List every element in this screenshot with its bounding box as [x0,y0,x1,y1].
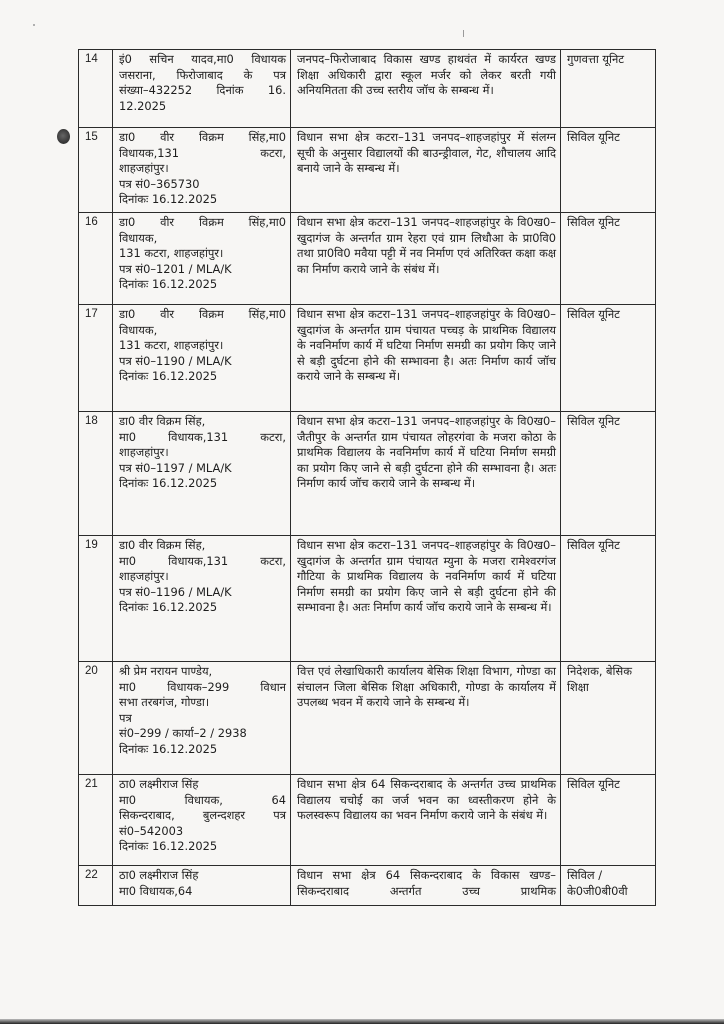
sender-cell [113,50,291,128]
scan-speck [463,30,464,37]
table-row [79,775,656,866]
table-row [79,50,656,128]
subject-cell: विधान सभा क्षेत्र 64 सिकन्दराबाद के विकास खण्ड–सिकन्दराबाद अन्तर्गत उच्च प्राथमिक [291,866,561,906]
serial-number: 21 [79,775,113,866]
scan-speck [33,24,35,26]
sender-cell [113,128,291,213]
table-row [79,662,656,775]
sender-line: मा0 विधायक, 64 [119,792,286,807]
subject-cell: विधान सभा क्षेत्र कटरा–131 जनपद–शाहजहांपुर में संलग्न सूची के अनुसार विद्यालयों की बाउन्ड्रीवाल, गेट, शौचालय आदि बनाये जाने के सम्बन्ध में। [291,128,561,213]
sender-line: दिनांकः 16.12.2025 [119,369,218,384]
sender-line: 12.2025 [119,98,167,113]
subject-cell: विधान सभा क्षेत्र कटरा–131 जनपद–शाहजहांपुर के वि0ख0–खुदागंज के अन्तर्गत ग्राम रेहरा एवं ग्राम लिधौआ के प्रा0वि0 तथा प्रा0वि0 मवैया पट्टी में नव निर्माण एवं अतिरिक्त कक्षा कक्ष का निर्माण कराये जाने के संबंध में। [291,213,561,305]
sender-line: डा0 वीर विक्रम सिंह,मा0 [119,130,286,144]
sender-line: मा0 विधायक–299 विधान [119,679,286,694]
unit-cell: सिविल / के0जी0बी0वी [561,866,656,906]
serial-number: 17 [79,305,113,412]
sender-line: डा0 वीर विक्रम सिंह,मा0 [119,307,286,321]
sender-line: सं0–542003 [119,823,184,838]
sender-line: दिनांकः 16.12.2025 [119,192,218,207]
sender-line: संख्या–432252 दिनांक 16. [119,83,286,98]
sender-line: डा0 वीर विक्रम सिंह, [119,414,206,428]
sender-line: दिनांकः 16.12.2025 [119,600,218,615]
unit-cell: सिविल यूनिट [561,775,656,866]
serial-number: 14 [79,50,113,128]
sender-line: मा0 विधायक,131 कटरा, [119,429,286,444]
sender-line: पत्र सं0–1196 / MLA/K [119,584,232,599]
sender-line: डा0 वीर विक्रम सिंह,मा0 [119,215,286,229]
sender-line: 131 कटरा, शाहजहांपुर। [119,246,224,261]
sender-line: इं0 सचिन यादव,मा0 विधायक [119,52,286,66]
sender-line: विधायक,131 कटरा, [119,145,286,160]
subject-cell: विधान सभा क्षेत्र कटरा–131 जनपद–शाहजहांपुर के वि0ख0–खुदागंज के अन्तर्गत ग्राम पंचायत म्युना के मजरा रामेश्वरगंज गौटिया के प्राथमिक विद्यालय के नवनिर्माण कार्य में घटिया निर्माण समग्री का प्रयोग किए जाने से बड़ी दुर्घटना होने की सम्भावना है। अतः निर्माण कार्य जॉच कराये जाने के सम्बन्ध में। [291,536,561,662]
sender-line: दिनांकः 16.12.2025 [119,839,218,854]
table-row [79,536,656,662]
subject-cell: वित्त एवं लेखाधिकारी कार्यालय बेसिक शिक्षा विभाग, गोण्डा का संचालन जिला बेसिक शिक्षा अधिकारी, गोण्डा के कार्यालय में उपलब्ध भवन में कराये जाने के सम्बन्ध में। [291,662,561,775]
sender-line: जसराना, फिरोजाबाद के पत्र [119,67,286,82]
serial-number: 15 [79,128,113,213]
sender-cell [113,412,291,536]
serial-number: 19 [79,536,113,662]
sender-line: पत्र [119,710,132,725]
unit-cell: सिविल यूनिट [561,128,656,213]
serial-number: 16 [79,213,113,305]
sender-line: ठा0 लक्ष्मीराज सिंह [119,868,199,882]
sender-line: पत्र सं0–1190 / MLA/K [119,353,232,368]
table-row [79,128,656,213]
unit-cell: निदेशक, बेसिक शिक्षा [561,662,656,775]
sender-line: शाहजहांपुर। [119,569,169,584]
sender-cell [113,866,291,906]
sender-line: विधायक, [119,322,158,337]
unit-cell: सिविल यूनिट [561,305,656,412]
sender-line: मा0 विधायक,64 [119,883,193,898]
unit-cell: गुणवत्ता यूनिट [561,50,656,128]
scan-bottom-edge [0,1019,724,1024]
sender-line: विधायक, [119,230,158,245]
unit-cell: सिविल यूनिट [561,213,656,305]
sender-cell [113,662,291,775]
subject-cell: जनपद–फिरोजाबाद विकास खण्ड हाथवंत में कार्यरत खण्ड शिक्षा अधिकारी द्वारा स्कूल मर्जर को लेकर बरती गयी अनियमितता की उच्च स्तरीय जॉच के सम्बन्ध में। [291,50,561,128]
sender-cell [113,213,291,305]
table-row [79,866,656,906]
sender-line: दिनांकः 16.12.2025 [119,741,218,756]
punch-hole [57,129,70,144]
sender-line: शाहजहांपुर। [119,161,169,176]
sender-cell [113,305,291,412]
sender-line: ठा0 लक्ष्मीराज सिंह [119,777,199,791]
sender-cell [113,536,291,662]
sender-line: डा0 वीर विक्रम सिंह, [119,538,206,552]
unit-cell: सिविल यूनिट [561,412,656,536]
sender-line: सं0–299 / कार्या–2 / 2938 [119,726,247,741]
table-row [79,305,656,412]
sender-line: पत्र सं0–365730 [119,176,200,191]
serial-number: 18 [79,412,113,536]
serial-number: 22 [79,866,113,906]
sender-line: सभा तरबगंज, गोण्डा। [119,695,210,710]
sender-line: दिनांकः 16.12.2025 [119,476,218,491]
sender-line: शाहजहांपुर। [119,445,169,460]
sender-line: 131 कटरा, शाहजहांपुर। [119,338,224,353]
subject-cell: विधान सभा क्षेत्र 64 सिकन्दराबाद के अन्तर्गत उच्च प्राथमिक विद्यालय चचोई का जर्ज भवन का ध्वस्तीकरण होने के फलस्वरूप विद्यालय का भवन निर्माण कराये जाने के संबंध में। [291,775,561,866]
table-row [79,412,656,536]
sender-line: दिनांकः 16.12.2025 [119,277,218,292]
sender-line: पत्र सं0–1197 / MLA/K [119,460,232,475]
serial-number: 20 [79,662,113,775]
sender-line: सिकन्दराबाद, बुलन्दशहर पत्र [119,808,286,823]
table-row [79,213,656,305]
subject-cell: विधान सभा क्षेत्र कटरा–131 जनपद–शाहजहांपुर के वि0ख0–जैतीपुर के अन्तर्गत ग्राम पंचायत लोहरगंवा के मजरा कोठा के प्राथमिक विद्यालय के नवनिर्माण कार्य में घटिया निर्माण समग्री का प्रयोग किए जाने से बड़ी दुर्घटना होने की सम्भावना है। अतः निर्माण कार्य जॉच कराये जाने के सम्बन्ध में। [291,412,561,536]
letters-table [78,49,656,906]
subject-cell: विधान सभा क्षेत्र कटरा–131 जनपद–शाहजहांपुर के वि0ख0–खुदागंज के अन्तर्गत ग्राम पंचायत पच्चड़ के प्राथमिक विद्यालय के नवनिर्माण कार्य में घटिया निर्माण समग्री का प्रयोग किए जाने से बड़ी दुर्घटना होने की सम्भावना है। अतः निर्माण कार्य जॉच कराये जाने के सम्बन्ध में। [291,305,561,412]
sender-line: श्री प्रेम नरायन पाण्डेय, [119,664,213,678]
sender-line: मा0 विधायक,131 कटरा, [119,553,286,568]
sender-line: पत्र सं0–1201 / MLA/K [119,261,232,276]
unit-cell: सिविल यूनिट [561,536,656,662]
sender-cell [113,775,291,866]
